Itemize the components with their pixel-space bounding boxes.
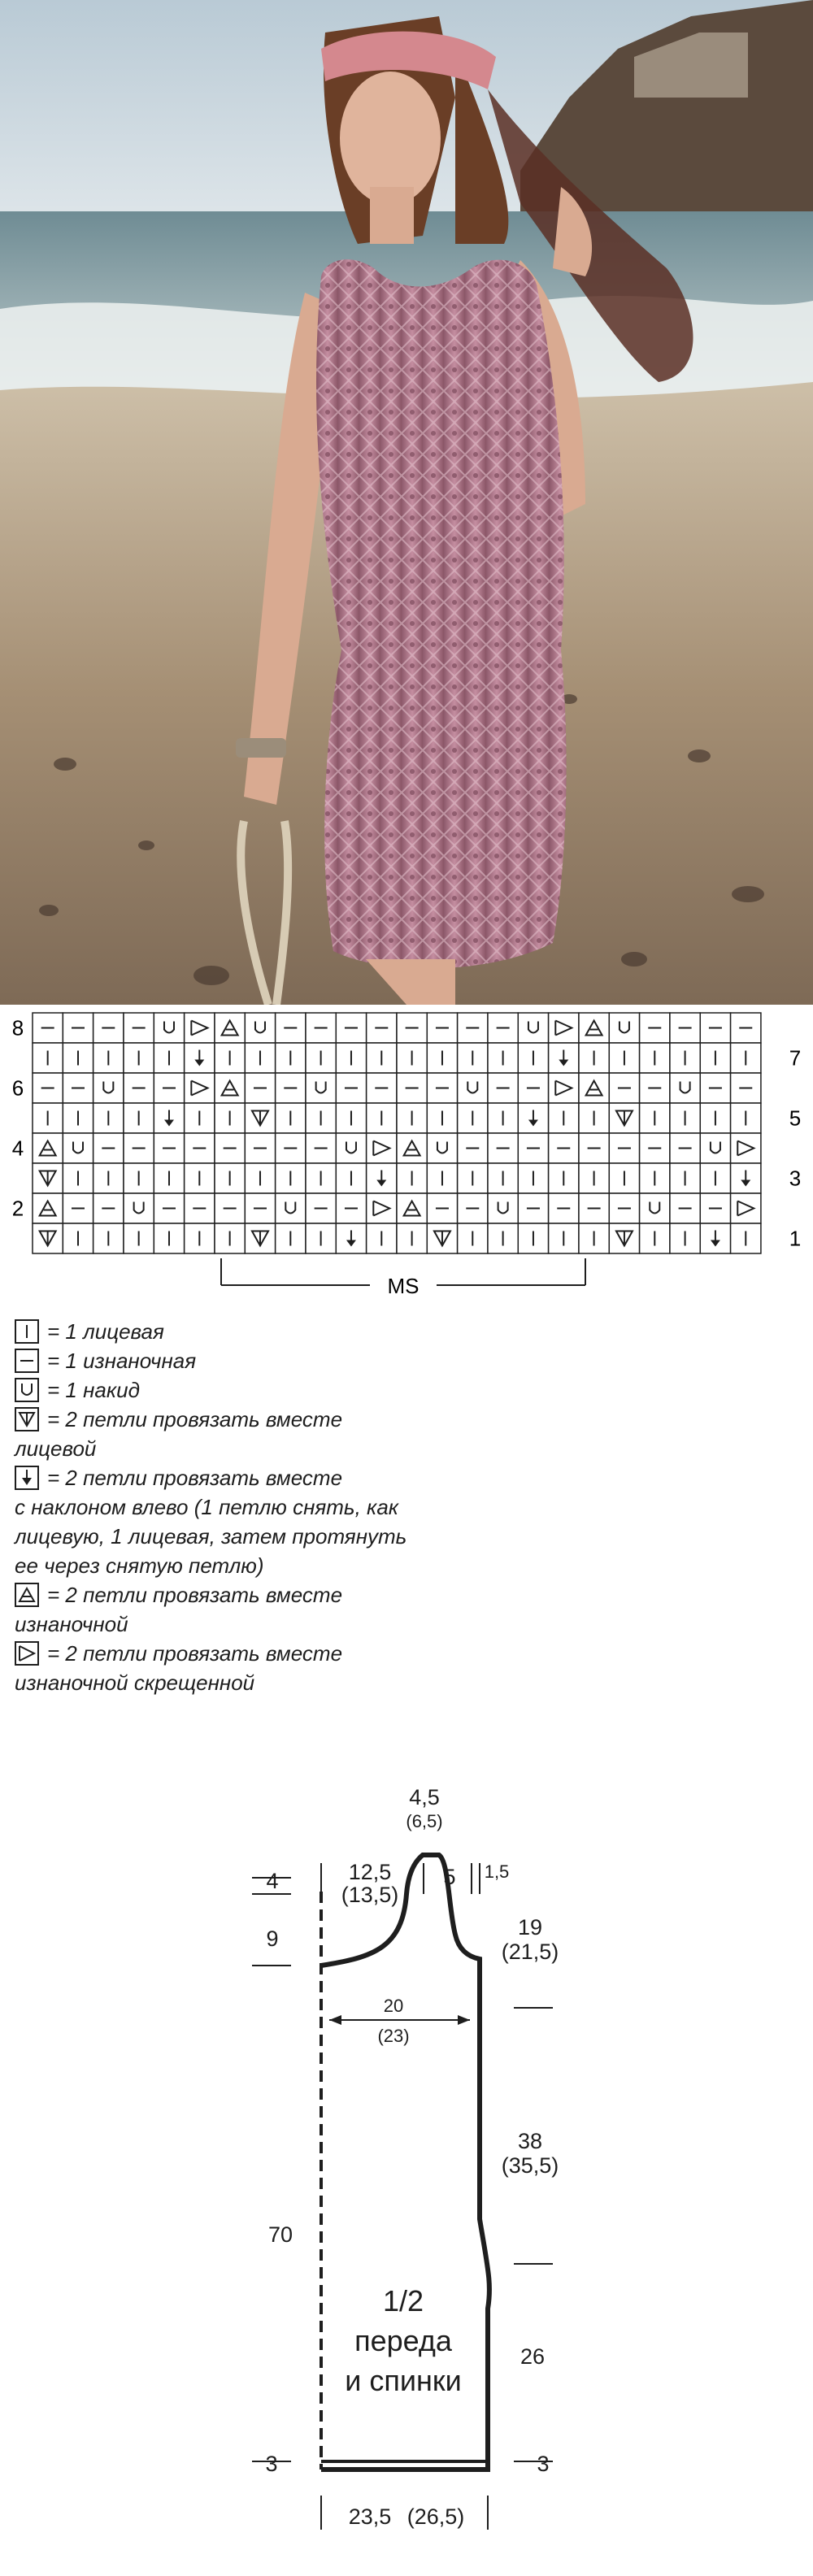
purl-cell bbox=[700, 1193, 730, 1223]
neck-width-label: 4,5 bbox=[409, 1785, 440, 1809]
legend-text-continued: изнаночной скрещенной bbox=[15, 1670, 255, 1695]
k2tog-cell bbox=[245, 1223, 275, 1253]
knit-cell bbox=[185, 1103, 215, 1133]
knit-cell bbox=[640, 1163, 670, 1193]
knit-cell bbox=[609, 1163, 639, 1193]
p2tog-tbl-cell bbox=[731, 1193, 761, 1223]
p2tog-tbl-symbol-icon bbox=[15, 1641, 39, 1666]
purl-cell bbox=[124, 1013, 154, 1043]
knit-cell bbox=[579, 1223, 609, 1253]
knit-cell bbox=[276, 1103, 306, 1133]
knit-cell bbox=[93, 1103, 124, 1133]
hem-right-label: 3 bbox=[537, 2452, 550, 2476]
k2tog-cell bbox=[33, 1163, 63, 1193]
bottom-width-label: 23,5 bbox=[348, 2504, 392, 2529]
repeat-label: MS bbox=[387, 1274, 420, 1298]
ssk-cell bbox=[185, 1043, 215, 1073]
knit-cell bbox=[427, 1163, 457, 1193]
row-number-right: 7 bbox=[789, 1045, 802, 1071]
knit-cell bbox=[367, 1103, 397, 1133]
neck-depth-label: 9 bbox=[266, 1927, 279, 1951]
purl-cell bbox=[367, 1013, 397, 1043]
knit-cell bbox=[700, 1043, 730, 1073]
purl-cell bbox=[670, 1133, 700, 1163]
lower-length-label: 26 bbox=[520, 2344, 546, 2369]
body-length-label: 70 bbox=[267, 2222, 293, 2247]
waist-length-alt-label: (35,5) bbox=[501, 2153, 559, 2178]
shoulder-width-alt-label: (13,5) bbox=[341, 1883, 399, 1907]
knit-cell bbox=[700, 1163, 730, 1193]
k2tog-cell bbox=[427, 1223, 457, 1253]
ssk-cell bbox=[367, 1163, 397, 1193]
knit-cell bbox=[579, 1163, 609, 1193]
p2tog-cell bbox=[33, 1193, 63, 1223]
purl-cell bbox=[33, 1013, 63, 1043]
half-width-label: 20 bbox=[383, 1996, 404, 2016]
knit-cell bbox=[458, 1103, 488, 1133]
purl-cell bbox=[215, 1193, 245, 1223]
knit-cell bbox=[397, 1223, 427, 1253]
yarn-over-cell bbox=[609, 1013, 639, 1043]
p2tog-cell bbox=[215, 1013, 245, 1043]
purl-cell bbox=[245, 1193, 275, 1223]
purl-cell bbox=[640, 1013, 670, 1043]
half-width-alt-label: (23) bbox=[377, 2026, 410, 2046]
legend bbox=[15, 1317, 502, 1697]
p2tog-tbl-cell bbox=[731, 1133, 761, 1163]
knit-cell bbox=[185, 1163, 215, 1193]
knit-cell bbox=[63, 1223, 93, 1253]
legend-text: = 2 петли провязать вместе bbox=[47, 1466, 343, 1490]
knit-cell bbox=[336, 1103, 366, 1133]
purl-cell bbox=[124, 1133, 154, 1163]
knit-cell bbox=[670, 1103, 700, 1133]
knit-cell bbox=[731, 1223, 761, 1253]
purl-cell bbox=[397, 1073, 427, 1103]
knit-cell bbox=[124, 1103, 154, 1133]
knit-cell bbox=[154, 1163, 184, 1193]
p2tog-tbl-cell bbox=[367, 1133, 397, 1163]
purl-cell bbox=[549, 1133, 579, 1163]
piece-label-fraction: 1/2 bbox=[382, 2284, 424, 2318]
arrow-right-icon bbox=[458, 2015, 470, 2025]
yarn-over-cell bbox=[93, 1073, 124, 1103]
purl-cell bbox=[124, 1073, 154, 1103]
knit-cell bbox=[215, 1043, 245, 1073]
knit-cell bbox=[579, 1103, 609, 1133]
p2tog-symbol-icon bbox=[15, 1583, 39, 1607]
purl-cell bbox=[700, 1073, 730, 1103]
row-number-right: 3 bbox=[789, 1166, 802, 1191]
legend-item bbox=[15, 1317, 502, 1346]
legend-text: = 2 петли провязать вместе bbox=[47, 1407, 343, 1431]
purl-cell bbox=[700, 1013, 730, 1043]
knit-cell bbox=[488, 1163, 518, 1193]
knit-cell bbox=[33, 1043, 63, 1073]
yarn-over-cell bbox=[245, 1013, 275, 1043]
legend-item bbox=[15, 1463, 502, 1580]
purl-cell bbox=[154, 1073, 184, 1103]
legend-text-continued: лицевую, 1 лицевая, затем протянуть bbox=[15, 1524, 407, 1549]
yarn-over-cell bbox=[306, 1073, 336, 1103]
purl-cell bbox=[427, 1193, 457, 1223]
purl-cell bbox=[609, 1133, 639, 1163]
knit-cell bbox=[640, 1223, 670, 1253]
knit-cell bbox=[276, 1163, 306, 1193]
knit-cell bbox=[700, 1103, 730, 1133]
row-number-right: 5 bbox=[789, 1106, 802, 1131]
knit-cell bbox=[336, 1163, 366, 1193]
knit-cell bbox=[670, 1163, 700, 1193]
purl-cell bbox=[458, 1013, 488, 1043]
knit-cell bbox=[549, 1223, 579, 1253]
knit-cell bbox=[731, 1103, 761, 1133]
purl-cell bbox=[276, 1013, 306, 1043]
k2tog-cell bbox=[609, 1223, 639, 1253]
purl-cell bbox=[670, 1193, 700, 1223]
purl-cell bbox=[306, 1133, 336, 1163]
legend-item bbox=[15, 1375, 502, 1405]
legend-text-continued: с наклоном влево (1 петлю снять, как bbox=[15, 1495, 399, 1519]
knit-cell bbox=[397, 1043, 427, 1073]
piece-label-front: переда bbox=[354, 2324, 452, 2357]
p2tog-tbl-cell bbox=[185, 1073, 215, 1103]
purl-symbol-icon bbox=[15, 1349, 39, 1373]
yarn-over-cell bbox=[63, 1133, 93, 1163]
edge-width-label: 1,5 bbox=[484, 1861, 510, 1882]
ssk-cell bbox=[731, 1163, 761, 1193]
knit-cell bbox=[640, 1103, 670, 1133]
knit-cell bbox=[306, 1103, 336, 1133]
legend-text: = 1 лицевая bbox=[47, 1319, 164, 1344]
k2tog-symbol-icon bbox=[15, 1407, 39, 1431]
purl-cell bbox=[154, 1133, 184, 1163]
purl-cell bbox=[488, 1133, 518, 1163]
beach-dress-photo bbox=[0, 0, 813, 1005]
purl-cell bbox=[458, 1193, 488, 1223]
knit-cell bbox=[124, 1223, 154, 1253]
legend-item bbox=[15, 1580, 502, 1639]
neck-width-alt-label: (6,5) bbox=[406, 1811, 443, 1831]
knit-cell bbox=[154, 1223, 184, 1253]
k2tog-cell bbox=[245, 1103, 275, 1133]
ssk-cell bbox=[154, 1103, 184, 1133]
knit-cell bbox=[93, 1043, 124, 1073]
knit-cell bbox=[488, 1043, 518, 1073]
row-number-left: 8 bbox=[11, 1015, 24, 1040]
purl-cell bbox=[93, 1193, 124, 1223]
piece-label-back: и спинки bbox=[345, 2364, 462, 2397]
legend-item bbox=[15, 1405, 502, 1463]
purl-cell bbox=[185, 1133, 215, 1163]
purl-cell bbox=[185, 1193, 215, 1223]
k2tog-cell bbox=[33, 1223, 63, 1253]
neck-depth-top-label: 4 bbox=[266, 1869, 279, 1893]
armhole-depth-label: 19 bbox=[517, 1915, 543, 1940]
legend-text: = 2 петли провязать вместе bbox=[47, 1641, 343, 1666]
purl-cell bbox=[518, 1193, 548, 1223]
row-number-left: 6 bbox=[11, 1075, 24, 1101]
knit-cell bbox=[306, 1223, 336, 1253]
yarn-over-cell bbox=[276, 1193, 306, 1223]
yarn-over-cell bbox=[124, 1193, 154, 1223]
ssk-cell bbox=[700, 1223, 730, 1253]
purl-cell bbox=[427, 1013, 457, 1043]
purl-cell bbox=[579, 1193, 609, 1223]
purl-cell bbox=[93, 1133, 124, 1163]
knit-cell bbox=[336, 1043, 366, 1073]
purl-cell bbox=[245, 1133, 275, 1163]
knit-cell bbox=[276, 1043, 306, 1073]
purl-cell bbox=[93, 1013, 124, 1043]
p2tog-cell bbox=[579, 1013, 609, 1043]
purl-cell bbox=[306, 1193, 336, 1223]
knit-cell bbox=[215, 1163, 245, 1193]
purl-cell bbox=[427, 1073, 457, 1103]
purl-cell bbox=[640, 1133, 670, 1163]
pattern-schematic bbox=[0, 1740, 813, 2572]
p2tog-tbl-cell bbox=[185, 1013, 215, 1043]
ssk-cell bbox=[549, 1043, 579, 1073]
knit-cell bbox=[518, 1043, 548, 1073]
purl-cell bbox=[336, 1073, 366, 1103]
knit-cell bbox=[397, 1103, 427, 1133]
armhole-depth-alt-label: (21,5) bbox=[501, 1940, 559, 1964]
stitch-chart bbox=[0, 1005, 813, 1314]
knit-cell bbox=[245, 1043, 275, 1073]
knit-cell bbox=[488, 1103, 518, 1133]
yarn-over-symbol-icon bbox=[15, 1378, 39, 1402]
ssk-cell bbox=[518, 1103, 548, 1133]
knit-cell bbox=[549, 1103, 579, 1133]
purl-cell bbox=[488, 1073, 518, 1103]
knit-cell bbox=[549, 1163, 579, 1193]
purl-cell bbox=[276, 1133, 306, 1163]
yarn-over-cell bbox=[427, 1133, 457, 1163]
p2tog-tbl-cell bbox=[367, 1193, 397, 1223]
knit-cell bbox=[518, 1223, 548, 1253]
purl-cell bbox=[731, 1073, 761, 1103]
yarn-over-cell bbox=[640, 1193, 670, 1223]
purl-cell bbox=[154, 1193, 184, 1223]
knit-cell bbox=[93, 1163, 124, 1193]
knit-symbol-icon bbox=[15, 1319, 39, 1344]
knit-cell bbox=[670, 1043, 700, 1073]
legend-item bbox=[15, 1639, 502, 1697]
knit-cell bbox=[427, 1103, 457, 1133]
p2tog-cell bbox=[215, 1073, 245, 1103]
stitch-chart-grid bbox=[0, 1005, 813, 1314]
legend-text-continued: лицевой bbox=[15, 1436, 97, 1461]
knit-cell bbox=[731, 1043, 761, 1073]
p2tog-cell bbox=[579, 1073, 609, 1103]
legend-item bbox=[15, 1346, 502, 1375]
knit-cell bbox=[488, 1223, 518, 1253]
knit-cell bbox=[215, 1223, 245, 1253]
strap-width-label: 5 bbox=[443, 1865, 456, 1889]
legend-text-continued: изнаночной bbox=[15, 1612, 128, 1636]
purl-cell bbox=[63, 1193, 93, 1223]
knit-cell bbox=[306, 1163, 336, 1193]
row-number-left: 4 bbox=[11, 1136, 24, 1161]
p2tog-cell bbox=[33, 1133, 63, 1163]
p2tog-cell bbox=[397, 1133, 427, 1163]
yarn-over-cell bbox=[488, 1193, 518, 1223]
knit-cell bbox=[306, 1043, 336, 1073]
knit-cell bbox=[63, 1043, 93, 1073]
knit-cell bbox=[124, 1163, 154, 1193]
legend-text: = 1 накид bbox=[47, 1378, 140, 1402]
knit-cell bbox=[154, 1043, 184, 1073]
model-photo bbox=[0, 0, 813, 1005]
yarn-over-cell bbox=[670, 1073, 700, 1103]
purl-cell bbox=[549, 1193, 579, 1223]
knit-cell bbox=[93, 1223, 124, 1253]
purl-cell bbox=[458, 1133, 488, 1163]
knit-cell bbox=[367, 1043, 397, 1073]
purl-cell bbox=[306, 1013, 336, 1043]
legend-text: = 1 изнаночная bbox=[47, 1349, 197, 1373]
purl-cell bbox=[609, 1193, 639, 1223]
p2tog-tbl-cell bbox=[549, 1013, 579, 1043]
knit-cell bbox=[458, 1223, 488, 1253]
purl-cell bbox=[579, 1133, 609, 1163]
ssk-cell bbox=[336, 1223, 366, 1253]
knit-cell bbox=[63, 1163, 93, 1193]
knit-cell bbox=[518, 1163, 548, 1193]
yarn-over-cell bbox=[700, 1133, 730, 1163]
knit-cell bbox=[458, 1163, 488, 1193]
ssk-symbol-icon bbox=[15, 1466, 39, 1490]
purl-cell bbox=[33, 1073, 63, 1103]
yarn-over-cell bbox=[154, 1013, 184, 1043]
purl-cell bbox=[63, 1013, 93, 1043]
purl-cell bbox=[215, 1133, 245, 1163]
knit-cell bbox=[367, 1223, 397, 1253]
legend-text: = 2 петли провязать вместе bbox=[47, 1583, 343, 1607]
purl-cell bbox=[518, 1133, 548, 1163]
knit-cell bbox=[63, 1103, 93, 1133]
legend-text-continued: ее через снятую петлю) bbox=[15, 1553, 264, 1578]
knit-cell bbox=[185, 1223, 215, 1253]
row-number-right: 1 bbox=[789, 1226, 802, 1251]
k2tog-cell bbox=[609, 1103, 639, 1133]
knit-cell bbox=[579, 1043, 609, 1073]
purl-cell bbox=[518, 1073, 548, 1103]
purl-cell bbox=[367, 1073, 397, 1103]
purl-cell bbox=[609, 1073, 639, 1103]
purl-cell bbox=[670, 1013, 700, 1043]
knit-cell bbox=[670, 1223, 700, 1253]
row-number-left: 2 bbox=[11, 1196, 24, 1221]
knit-cell bbox=[427, 1043, 457, 1073]
purl-cell bbox=[488, 1013, 518, 1043]
purl-cell bbox=[63, 1073, 93, 1103]
knit-cell bbox=[215, 1103, 245, 1133]
yarn-over-cell bbox=[518, 1013, 548, 1043]
purl-cell bbox=[640, 1073, 670, 1103]
arrow-left-icon bbox=[329, 2015, 341, 2025]
knit-cell bbox=[245, 1163, 275, 1193]
p2tog-tbl-cell bbox=[549, 1073, 579, 1103]
schematic-drawing bbox=[0, 1740, 813, 2572]
knit-cell bbox=[33, 1103, 63, 1133]
purl-cell bbox=[731, 1013, 761, 1043]
purl-cell bbox=[336, 1013, 366, 1043]
knit-cell bbox=[609, 1043, 639, 1073]
purl-cell bbox=[397, 1013, 427, 1043]
knit-cell bbox=[397, 1163, 427, 1193]
knit-cell bbox=[640, 1043, 670, 1073]
hem-left-label: 3 bbox=[265, 2452, 278, 2476]
waist-length-label: 38 bbox=[517, 2129, 543, 2153]
shoulder-width-label: 12,5 bbox=[348, 1860, 392, 1884]
purl-cell bbox=[276, 1073, 306, 1103]
knit-cell bbox=[124, 1043, 154, 1073]
knit-cell bbox=[276, 1223, 306, 1253]
purl-cell bbox=[336, 1193, 366, 1223]
yarn-over-cell bbox=[458, 1073, 488, 1103]
yarn-over-cell bbox=[336, 1133, 366, 1163]
knit-cell bbox=[458, 1043, 488, 1073]
purl-cell bbox=[245, 1073, 275, 1103]
bottom-width-alt-label: (26,5) bbox=[406, 2504, 465, 2529]
p2tog-cell bbox=[397, 1193, 427, 1223]
